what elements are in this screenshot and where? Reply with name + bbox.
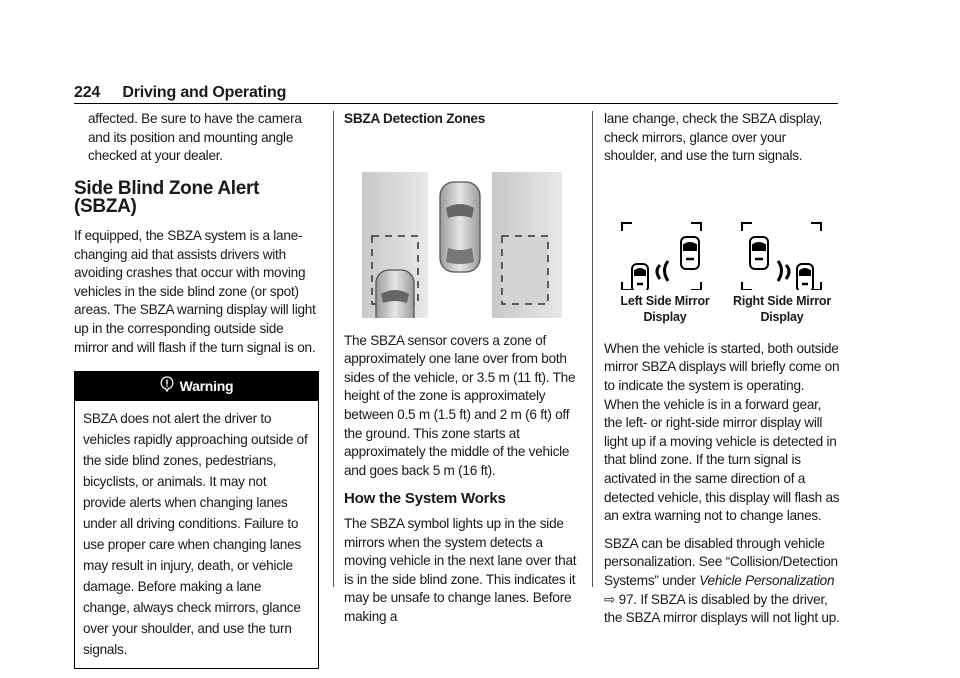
column-divider-2	[592, 111, 593, 587]
section-heading: Side Blind Zone Alert (SBZA)	[74, 177, 260, 218]
disable-text-b: . If SBZA is disabled by the driver, the SBZA mirror displays will not light up.	[604, 591, 840, 626]
column-1	[74, 110, 319, 669]
vehicle-personalization-link[interactable]: Vehicle Personalization	[699, 572, 835, 588]
section-title: Driving and Operating	[122, 84, 287, 101]
lane-change-text: lane change, check the SBZA display, check mirrors, glance over your shoulder, and use the turn signals.	[604, 111, 823, 164]
right-caption-line-1: Right Side Mirror	[733, 293, 831, 308]
how-it-works-heading: How the System Works	[344, 490, 506, 508]
page-number: 224	[74, 84, 101, 101]
warning-box	[74, 371, 319, 669]
disable-text	[604, 535, 840, 628]
warning-icon	[160, 373, 174, 402]
detection-zones-figure	[344, 138, 582, 318]
intro-paragraph: affected. Be sure to have the camera and its position and mounting angle checked at your dealer.	[88, 111, 302, 164]
column-3	[604, 110, 840, 637]
right-mirror-caption	[724, 293, 840, 325]
left-mirror-car-icons	[632, 237, 699, 290]
sbza-description: If equipped, the SBZA system is a lane-changing aid that assists drivers with avoiding crashes that occur with moving vehicles in the side blind zone (or spot) areas. The SBZA warning display will light up in the corresponding outside side mirror and will flash if the turn signal is on.	[74, 227, 316, 355]
right-detection-zone	[502, 236, 548, 304]
detected-vehicle	[376, 270, 414, 318]
page-ref-icon: ⇨	[604, 591, 619, 607]
warning-header	[75, 372, 318, 401]
left-caption-line-2: Display	[643, 309, 687, 324]
left-caption-line-1: Left Side Mirror	[620, 293, 710, 308]
page-header	[74, 84, 286, 102]
left-mirror-caption	[610, 293, 720, 325]
host-vehicle	[440, 182, 480, 272]
header-rule	[74, 103, 838, 104]
zone-description: The SBZA sensor covers a zone of approximately one lane over from both sides of the vehicle, or 3.5 m (11 ft). The height of the zone is approximately between 0.5 m (1.5 ft) and 2 m (6 ft) off the ground. This zone starts at approximately the middle of the vehicle and goes back 5 m (16 ft).	[344, 332, 576, 478]
how-it-works-text: The SBZA symbol lights up in the side mirrors when the system detects a moving vehicle in the next lane over that is in the side blind zone. This indicates it may be unsafe to change lanes. Before making a	[344, 515, 577, 624]
page-ref[interactable]: 97	[618, 591, 634, 607]
figure-title: SBZA Detection Zones	[344, 111, 486, 126]
right-caption-line-2: Display	[760, 309, 804, 324]
column-divider-1	[333, 111, 334, 587]
warning-text: SBZA does not alert the driver to vehicles rapidly approaching outside of the side blind zones, pedestrians, bicyclists, or animals. It may not provide alerts when changing lanes under all driving conditions. Failure to use proper care when changing lanes may result in injury, death, or vehicle damage. Before making a lane change, always check mirrors, glance over your shoulder, and use the turn signals.	[83, 411, 308, 658]
operation-text: When the vehicle is started, both outside mirror SBZA displays will briefly come on to indicate the system is operating. When the vehicle is in a forward gear, the left- or right-side mirror display will light up if a moving vehicle is detected in that blind zone. If the turn signal is activated in the same direction of a detected vehicle, this display will flash as an extra warning not to change lanes.	[604, 340, 840, 524]
column-2	[344, 110, 582, 636]
warning-title: Warning	[179, 378, 234, 395]
right-mirror-car-icons	[750, 237, 813, 290]
disable-text-a: SBZA can be disabled through vehicle personalization. See “Collision/Detection Systems” under	[604, 535, 838, 588]
mirror-displays-figure	[604, 175, 840, 330]
